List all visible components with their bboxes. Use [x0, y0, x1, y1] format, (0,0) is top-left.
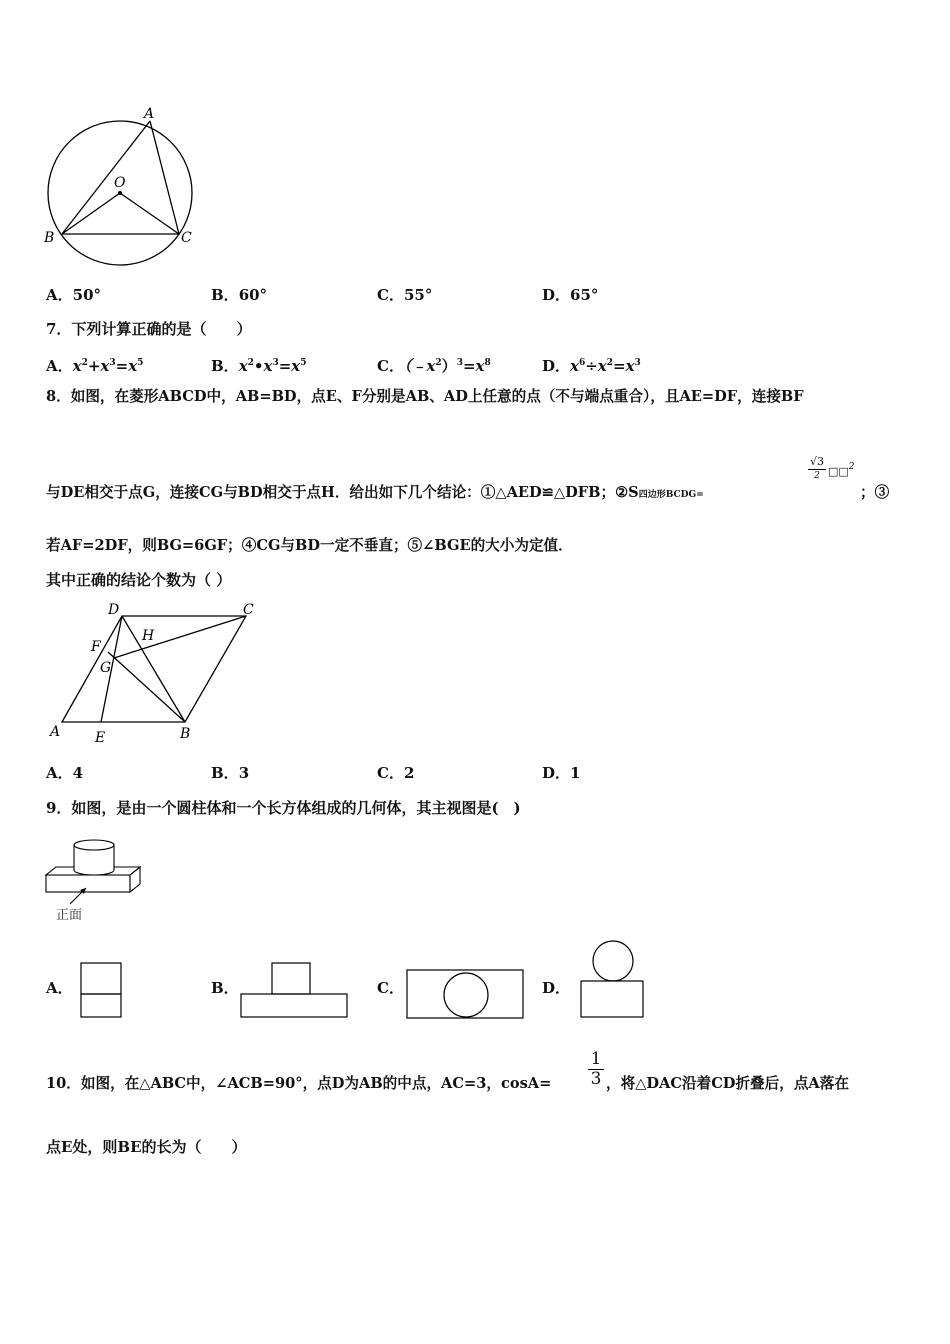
- q8-option-a[interactable]: A．4: [46, 764, 84, 782]
- bottom-rectangle: [581, 981, 643, 1017]
- segment-ob: [62, 193, 120, 234]
- q8-fraction-denominator: 2: [814, 471, 820, 481]
- inner-circle: [444, 973, 488, 1017]
- q9-option-d-figure[interactable]: [576, 938, 648, 1022]
- label-e: E: [95, 730, 106, 746]
- label-d: D: [108, 602, 120, 618]
- q9-solid-figure: [40, 832, 150, 924]
- label-g: G: [100, 660, 112, 676]
- label-a: A: [144, 106, 155, 122]
- q8-stem-line4: 其中正确的结论个数为（ ）: [46, 571, 232, 589]
- q9-option-c-figure[interactable]: [404, 966, 526, 1022]
- q9-option-a-figure[interactable]: [78, 960, 124, 1020]
- q7-option-a[interactable]: A．$x^2+x^3=x^5$: [46, 357, 144, 375]
- q8-fraction-tail: □□$^2$: [828, 462, 855, 478]
- q8-stem-line1: 8．如图，在菱形ABCD中，AB=BD，点E、F分别是AB、AD上任意的点（不与端点重合），且AE=DF，连接BF: [46, 388, 804, 405]
- box-front-face: [46, 875, 130, 892]
- upper-square: [81, 963, 121, 994]
- q10-fraction-denominator: 3: [590, 1069, 602, 1089]
- segment-ab: [62, 121, 150, 234]
- center-point: [118, 191, 122, 195]
- cylinder-top: [74, 840, 114, 850]
- top-circle: [593, 941, 633, 981]
- label-o: O: [114, 175, 126, 191]
- label-b: B: [180, 726, 191, 742]
- q9-stem: 9．如图，是由一个圆柱体和一个长方体组成的几何体，其主视图是( ): [46, 799, 521, 817]
- q6-option-a[interactable]: A．50°: [46, 286, 102, 304]
- box-side-face: [130, 867, 140, 892]
- q9-option-b-figure[interactable]: [238, 960, 350, 1020]
- lower-square: [81, 994, 121, 1017]
- q10-fraction: [588, 1050, 604, 1089]
- q8-stem-line2-end: ；③: [860, 484, 890, 501]
- q10-fraction-numerator: 1: [590, 1049, 602, 1069]
- front-label: 正面: [56, 908, 83, 923]
- q9-option-d-label[interactable]: D．: [542, 979, 571, 997]
- label-f: F: [91, 639, 101, 655]
- label-h: H: [142, 628, 155, 644]
- q7-stem: 7．下列计算正确的是（ ）: [46, 320, 252, 338]
- q7-option-d[interactable]: D．$x^6\div x^2=x^3$: [542, 357, 641, 375]
- q8-option-c[interactable]: C．2: [377, 764, 415, 782]
- q8-rhombus-figure: [40, 596, 270, 751]
- base-rectangle: [241, 994, 347, 1017]
- q10-stem-line1-a: 10．如图，在△ABC中，∠ACB=90°，点D为AB的中点，AC=3，cosA=: [46, 1075, 552, 1092]
- q8-fraction-numerator: √3: [809, 455, 824, 468]
- q9-option-b-label[interactable]: B．: [211, 979, 239, 997]
- top-square: [272, 963, 310, 994]
- q8-fraction: [808, 456, 826, 482]
- q6-option-c[interactable]: C．55°: [377, 286, 433, 304]
- q10-stem-line2: 点E处，则BE的长为（ ）: [46, 1138, 247, 1156]
- q6-circle-figure: [40, 100, 210, 275]
- q9-option-a-label[interactable]: A．: [46, 979, 73, 997]
- q9-option-c-label[interactable]: C．: [377, 979, 404, 997]
- label-c: C: [181, 230, 192, 246]
- q10-stem-line1-b: ，将△DAC沿着CD折叠后，点A落在: [606, 1075, 849, 1092]
- q8-stem-line2: 与DE相交于点G，连接CG与BD相交于点H．给出如下几个结论：①△AED≌△DFB；②S四边形BCDG=: [46, 484, 704, 501]
- q7-option-b[interactable]: B．$x^2•x^3=x^5$: [211, 357, 307, 375]
- q8-option-b[interactable]: B．3: [211, 764, 250, 782]
- q7-option-c[interactable]: C．$(﹣x^2)^3=x^8$: [377, 357, 491, 375]
- wide-rectangle: [407, 970, 523, 1018]
- label-b: B: [44, 230, 55, 246]
- q6-option-b[interactable]: B．60°: [211, 286, 268, 304]
- q8-stem-line3: 若AF=2DF，则BG=6GF；④CG与BD一定不垂直；⑤∠BGE的大小为定值．: [46, 537, 573, 554]
- segment-bf: [108, 652, 185, 722]
- label-c: C: [243, 602, 254, 618]
- q6-option-d[interactable]: D．65°: [542, 286, 599, 304]
- label-a: A: [50, 724, 61, 740]
- q8-option-d[interactable]: D．1: [542, 764, 581, 782]
